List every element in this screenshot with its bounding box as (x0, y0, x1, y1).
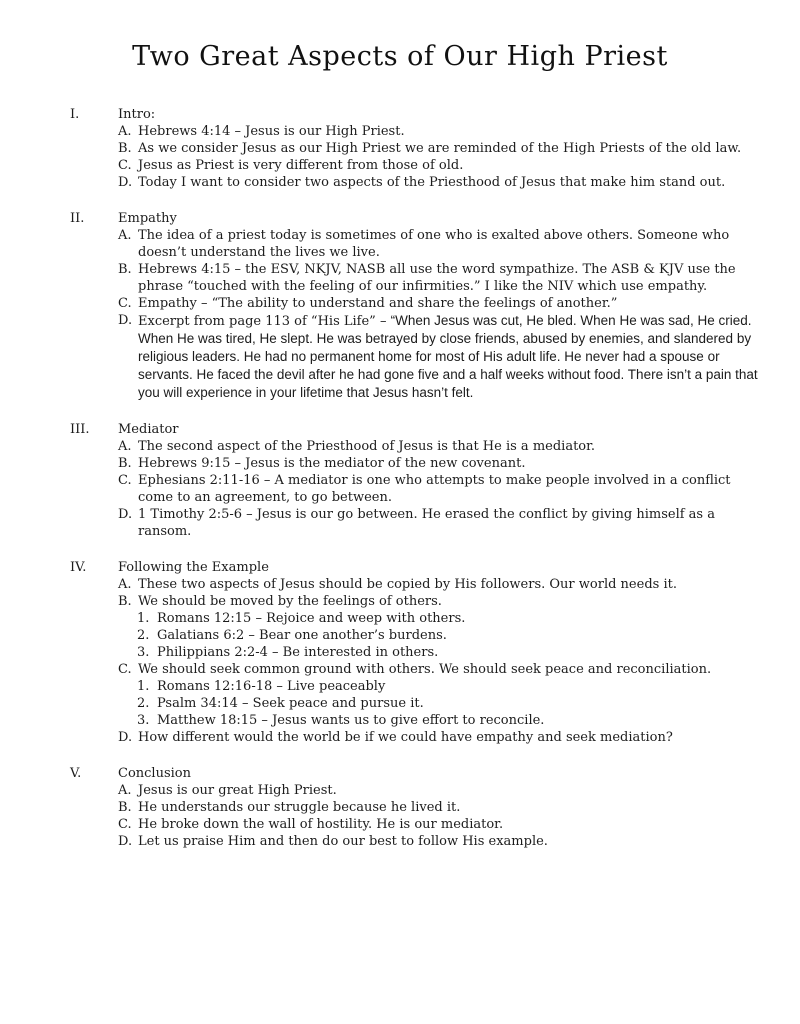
sub-item-label: 3. (137, 712, 150, 728)
outline-item (118, 576, 758, 593)
outline-item (118, 782, 758, 799)
outline-item (118, 455, 758, 472)
item-label: D. (118, 506, 133, 522)
section-heading-row (70, 106, 758, 123)
outline-item (118, 816, 758, 833)
item-label: C. (118, 157, 132, 173)
outline-item (118, 157, 758, 174)
item-text: As we consider Jesus as our High Priest we are reminded of the High Priests of the old law. (138, 140, 742, 156)
item-text: These two aspects of Jesus should be copied by His followers. Our world needs it. (138, 576, 677, 592)
sub-item-text: Philippians 2:2-4 – Be interested in others. (157, 644, 439, 660)
item-text: He broke down the wall of hostility. He is our mediator. (138, 816, 504, 832)
outline-item (118, 506, 758, 540)
section-mediator (70, 421, 758, 540)
sub-item (137, 712, 758, 729)
item-text: The second aspect of the Priesthood of Jesus is that He is a mediator. (138, 438, 596, 454)
section-heading: Conclusion (118, 765, 191, 781)
item-text-excerpt (138, 312, 758, 402)
sub-item-text: Matthew 18:15 – Jesus wants us to give effort to reconcile. (157, 712, 545, 728)
sub-list (70, 610, 758, 661)
item-text: How different would the world be if we could have empathy and seek mediation? (138, 729, 673, 745)
section-numeral: IV. (70, 559, 87, 575)
outline-item (118, 472, 758, 506)
outline-item (118, 661, 758, 678)
outline-item (118, 312, 758, 402)
item-label: B. (118, 799, 132, 815)
item-label: B. (118, 140, 132, 156)
item-label: A. (118, 782, 132, 798)
section-heading: Following the Example (118, 559, 269, 575)
item-label: A. (118, 576, 132, 592)
outline-item (118, 833, 758, 850)
outline-item (118, 295, 758, 312)
item-text: We should be moved by the feelings of others. (138, 593, 442, 609)
document-title: Two Great Aspects of Our High Priest (132, 41, 668, 72)
item-text: Hebrews 4:15 – the ESV, NKJV, NASB all use the word sympathize. The ASB & KJV use the phrase “touched with the feeling of our infirmities.” I like the NIV which use empathy. (138, 261, 736, 294)
outline-item (118, 174, 758, 191)
section-intro (70, 106, 758, 191)
sub-item-label: 3. (137, 644, 150, 660)
section-numeral: II. (70, 210, 85, 226)
section-following-the-example (70, 559, 758, 746)
item-text: The idea of a priest today is sometimes of one who is exalted above others. Someone who doesn’t understand the lives we live. (138, 227, 730, 260)
outline-item (118, 140, 758, 157)
item-text: 1 Timothy 2:5-6 – Jesus is our go between. He erased the conflict by giving himself as a ransom. (138, 506, 715, 539)
item-text: Let us praise Him and then do our best to follow His example. (138, 833, 548, 849)
section-heading-row (70, 559, 758, 576)
section-numeral: III. (70, 421, 90, 437)
sub-item (137, 610, 758, 627)
item-label: B. (118, 261, 132, 277)
outline-item (118, 593, 758, 610)
outline-item (118, 438, 758, 455)
sermon-outline (70, 106, 758, 850)
section-heading: Empathy (118, 210, 177, 226)
sub-item-text: Galatians 6:2 – Bear one another’s burdens. (157, 627, 447, 643)
item-label: D. (118, 833, 133, 849)
section-heading: Mediator (118, 421, 179, 437)
item-label: A. (118, 227, 132, 243)
item-text: Ephesians 2:11-16 – A mediator is one who attempts to make people involved in a conflict come to an agreement, to go between. (138, 472, 731, 505)
section-heading-row (70, 210, 758, 227)
item-label: D. (118, 174, 133, 190)
sub-list (70, 678, 758, 729)
section-numeral: V. (70, 765, 82, 781)
item-text: Empathy – “The ability to understand and share the feelings of another.” (138, 295, 618, 311)
item-label: C. (118, 472, 132, 488)
item-text: He understands our struggle because he lived it. (138, 799, 461, 815)
item-label: A. (118, 438, 132, 454)
item-label: B. (118, 455, 132, 471)
section-numeral: I. (70, 106, 80, 122)
sub-item-text: Psalm 34:14 – Seek peace and pursue it. (157, 695, 424, 711)
item-label: A. (118, 123, 132, 139)
item-label: B. (118, 593, 132, 609)
outline-item (118, 261, 758, 295)
item-text: We should seek common ground with others. We should seek peace and reconciliation. (138, 661, 712, 677)
excerpt-quote: “When Jesus was cut, He bled. When He was sad, He cried. When He was tired, He slept. He was betrayed by close friends, abused by enemies, and slandered by religious leaders. He had no permanent home for most of His adult life. He never had a spouse or servants. He faced the devil after he had gone five and a half weeks without food. There isn’t a pain that you will experience in your lifetime that Jesus hasn’t felt. (138, 312, 758, 400)
item-label: D. (118, 312, 133, 328)
outline-item (118, 799, 758, 816)
sub-item-label: 1. (137, 610, 150, 626)
sub-item (137, 678, 758, 695)
item-text: Hebrews 9:15 – Jesus is the mediator of the new covenant. (138, 455, 526, 471)
sub-item (137, 695, 758, 712)
item-label: C. (118, 295, 132, 311)
item-label: C. (118, 816, 132, 832)
outline-item (118, 729, 758, 746)
sub-item-label: 1. (137, 678, 150, 694)
item-label: C. (118, 661, 132, 677)
outline-item (118, 227, 758, 261)
item-text: Jesus is our great High Priest. (138, 782, 337, 798)
sub-item-label: 2. (137, 627, 150, 643)
section-heading-row (70, 421, 758, 438)
sub-item (137, 627, 758, 644)
item-text: Hebrews 4:14 – Jesus is our High Priest. (138, 123, 405, 139)
section-empathy (70, 210, 758, 402)
section-heading: Intro: (118, 106, 156, 122)
sub-item (137, 644, 758, 661)
section-conclusion (70, 765, 758, 850)
outline-item (118, 123, 758, 140)
item-label: D. (118, 729, 133, 745)
excerpt-lead-in: Excerpt from page 113 of “His Life” – (138, 313, 391, 329)
sub-item-text: Romans 12:15 – Rejoice and weep with others. (157, 610, 466, 626)
item-text: Today I want to consider two aspects of the Priesthood of Jesus that make him stand out. (138, 174, 726, 190)
sub-item-label: 2. (137, 695, 150, 711)
item-text: Jesus as Priest is very different from those of old. (138, 157, 464, 173)
sub-item-text: Romans 12:16-18 – Live peaceably (157, 678, 386, 694)
section-heading-row (70, 765, 758, 782)
